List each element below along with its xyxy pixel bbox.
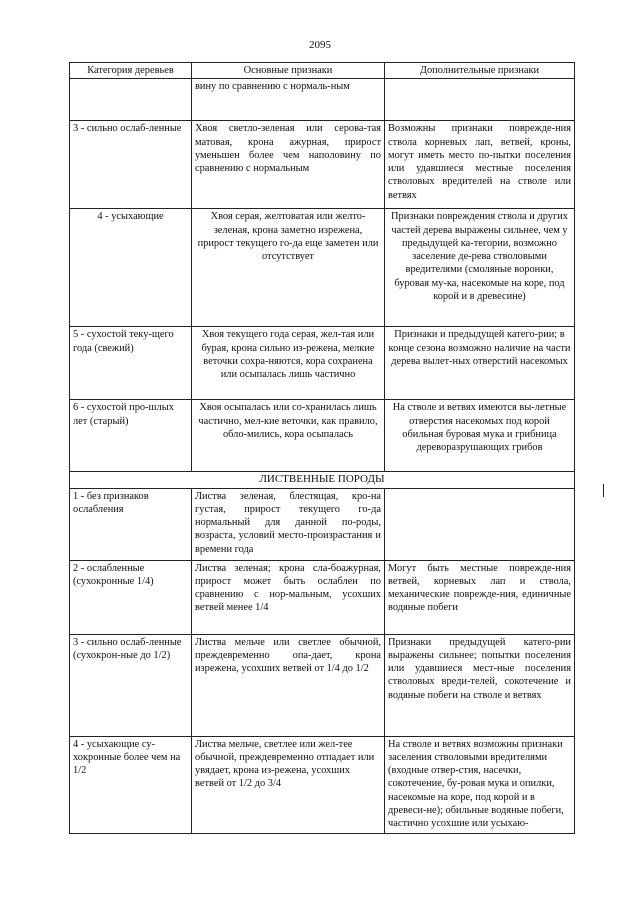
category-cell: 4 - усыхающие — [70, 209, 192, 327]
table-row — [70, 560, 575, 634]
extra-signs-cell: Признаки предыдущей катего-рии выражены сильнее; попытки поселения или удавшиеся мест-ные поселения стволовых вреди-телей, сокотечение и водяные побеги на стволе и ветвях — [385, 634, 575, 736]
main-signs-cell: Листва мельче, светлее или жел-тее обычной, преждевременно отпадает или увядает, крона из-режена, усохших ветвей от 1/2 до 3/4 — [192, 736, 385, 833]
category-cell — [70, 79, 192, 121]
extra-signs-cell: Признаки и предыдущей катего-рии; в конце сезона возможно наличие на части дерева вылет-ных отверстий насекомых — [385, 327, 575, 400]
header-category: Категория деревьев — [70, 63, 192, 79]
section-title: ЛИСТВЕННЫЕ ПОРОДЫ — [70, 472, 575, 488]
category-cell: 3 - сильно ослаб-ленные — [70, 121, 192, 209]
table-row — [70, 79, 575, 121]
section-row — [70, 472, 575, 488]
main-signs-cell: Листва мельче или светлее обычной, преждевременно опа-дает, крона изрежена, усохших ветвей от 1/4 до 1/2 — [192, 634, 385, 736]
main-signs-cell: Хвоя текущего года серая, жел-тая или бурая, крона сильно из-режена, мелкие веточки сохра-няются, кора сохранена или осыпалась лишь частично — [192, 327, 385, 400]
main-signs-cell: вину по сравнению с нормаль-ным — [192, 79, 385, 121]
header-extra-signs: Дополнительные признаки — [385, 63, 575, 79]
main-signs-cell: Хвоя серая, желтоватая или желто-зеленая, крона заметно изрежена, прирост текущего го-да еще заметен или отсутствует — [192, 209, 385, 327]
table-row — [70, 209, 575, 327]
category-cell: 1 - без признаков ослабления — [70, 488, 192, 560]
category-cell: 2 - ослабленные (сухокронные 1/4) — [70, 560, 192, 634]
category-cell: 3 - сильно ослаб-ленные (сухокрон-ные до 1/2) — [70, 634, 192, 736]
page-number: 2095 — [309, 39, 331, 51]
category-cell: 6 - сухостой про-шлых лет (старый) — [70, 400, 192, 472]
extra-signs-cell — [385, 79, 575, 121]
table-row — [70, 121, 575, 209]
category-cell: 4 - усыхающие су-хокронные более чем на 1/2 — [70, 736, 192, 833]
main-signs-cell: Хвоя осыпалась или со-хранилась лишь частично, мел-кие веточки, как правило, обло-мились, кора осыпалась — [192, 400, 385, 472]
main-signs-cell: Листва зеленая; крона сла-боажурная, прирост может быть ослаблен по сравнению с нор-мальным, усохших ветвей менее 1/4 — [192, 560, 385, 634]
text-cursor — [603, 484, 604, 497]
table-row — [70, 400, 575, 472]
table-row — [70, 634, 575, 736]
main-signs-cell: Листва зеленая, блестящая, кро-на густая, прирост текущего го-да нормальный для данной по-роды, возраста, условий место-произрастания и времени года — [192, 488, 385, 560]
table-row — [70, 736, 575, 833]
extra-signs-cell: Признаки повреждения ствола и других частей дерева выражены сильнее, чем у предыдущей ка-тегории, возможно заселение де-рева стволовыми вредителями (смоляные воронки, буровая му-ка, насекомые на коре, под корой и в древесине) — [385, 209, 575, 327]
category-cell: 5 - сухостой теку-щего года (свежий) — [70, 327, 192, 400]
extra-signs-cell: На стволе и ветвях возможны признаки заселения стволовыми вредителями (входные отвер-стия, насечки, сокотечение, бу-ровая мука и опилки, насекомые на коре, под корой и в древеси-не); обильные водяные побеги, частично усохшие или усыхаю- — [385, 736, 575, 833]
extra-signs-cell: На стволе и ветвях имеются вы-летные отверстия насекомых под корой обильная буровая мука и грибница дереворазрушающих грибов — [385, 400, 575, 472]
header-main-signs: Основные признаки — [192, 63, 385, 79]
main-signs-cell: Хвоя светло-зеленая или серова-тая матовая, крона ажурная, прирост уменьшен более чем наполовину по сравнению с нормальным — [192, 121, 385, 209]
header-row — [70, 63, 575, 79]
tree-category-table — [69, 62, 575, 834]
extra-signs-cell — [385, 488, 575, 560]
extra-signs-cell: Могут быть местные поврежде-ния ветвей, корневых лап и ствола, механические поврежде-ния, единичные водяные побеги — [385, 560, 575, 634]
extra-signs-cell: Возможны признаки поврежде-ния ствола корневых лап, ветвей, кроны, могут иметь место по-пытки поселения или удавшиеся местные поселения стволовых вредителей на стволе или ветвях — [385, 121, 575, 209]
table-row — [70, 488, 575, 560]
table-row — [70, 327, 575, 400]
